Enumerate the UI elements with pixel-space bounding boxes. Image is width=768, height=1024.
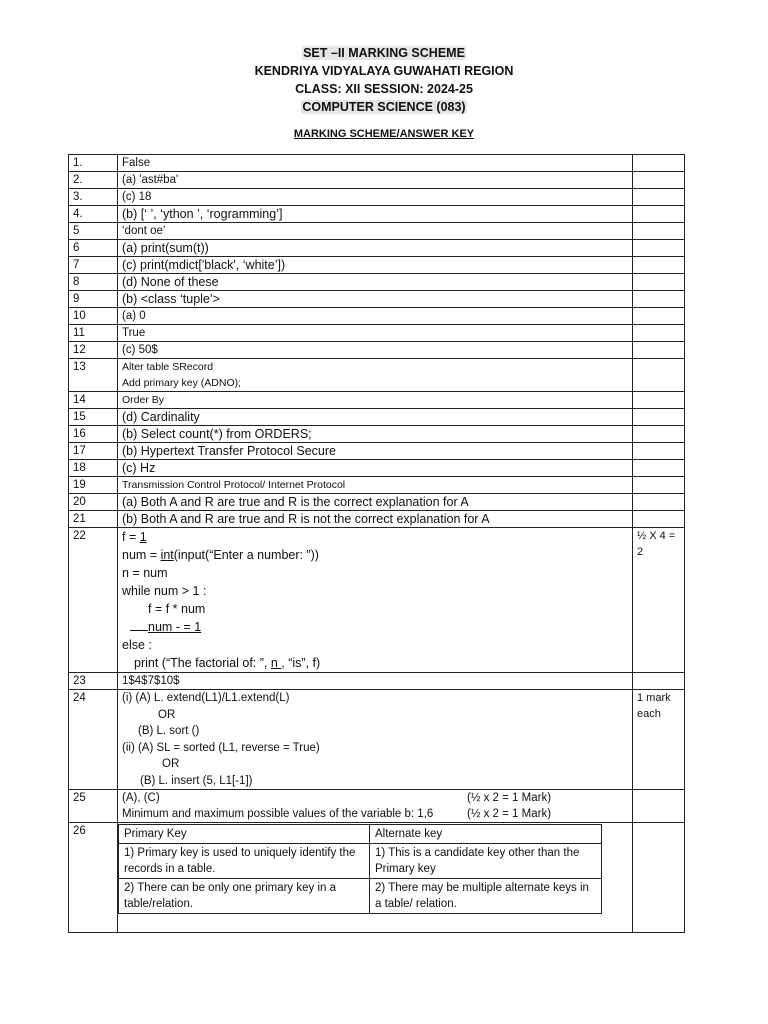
question-number: 17 bbox=[69, 443, 118, 460]
header-region: KENDRIYA VIDYALAYA GUWAHATI REGION bbox=[254, 64, 514, 78]
question-number: 14 bbox=[69, 392, 118, 409]
table-row bbox=[69, 308, 685, 325]
table-row bbox=[69, 291, 685, 308]
table-row bbox=[69, 443, 685, 460]
answer-cell: (b) Select count(*) from ORDERS; bbox=[118, 426, 633, 443]
answer-cell: Transmission Control Protocol/ Internet Protocol bbox=[118, 477, 633, 494]
answer-cell: (b) [‘ ’, ‘ython ’, ‘rogramming’] bbox=[118, 206, 633, 223]
marks-cell: 1 mark each bbox=[633, 690, 685, 790]
column-header-alternate: Alternate key bbox=[370, 825, 602, 844]
question-number: 1. bbox=[69, 155, 118, 172]
answer-cell: (A), (C) (½ x 2 = 1 Mark) Minimum and maximum possible values of the variable b: 1,6 (½ x 2 = 1 Mark) bbox=[118, 790, 633, 823]
table-row bbox=[69, 477, 685, 494]
primary-point-2: 2) There can be only one primary key in a table/relation. bbox=[119, 879, 370, 914]
marks-cell bbox=[633, 477, 685, 494]
column-header-primary: Primary Key bbox=[119, 825, 370, 844]
marks-cell bbox=[633, 790, 685, 823]
marks-cell bbox=[633, 257, 685, 274]
marks-cell bbox=[633, 155, 685, 172]
question-number: 9 bbox=[69, 291, 118, 308]
answer-cell: 1$4$7$10$ bbox=[118, 673, 633, 690]
answer-cell: (c) Hz bbox=[118, 460, 633, 477]
question-number: 6 bbox=[69, 240, 118, 257]
marks-cell bbox=[633, 206, 685, 223]
question-number: 10 bbox=[69, 308, 118, 325]
marks-cell bbox=[633, 240, 685, 257]
marks-cell bbox=[633, 189, 685, 206]
table-row bbox=[69, 155, 685, 172]
table-row bbox=[69, 392, 685, 409]
header-class-session: CLASS: XII SESSION: 2024-25 bbox=[295, 82, 473, 96]
answer-cell: False bbox=[118, 155, 633, 172]
answer-cell: (a) Both A and R are true and R is the correct explanation for A bbox=[118, 494, 633, 511]
marks-cell bbox=[633, 291, 685, 308]
question-number: 2. bbox=[69, 172, 118, 189]
question-number: 15 bbox=[69, 409, 118, 426]
question-number: 19 bbox=[69, 477, 118, 494]
marks-cell: ½ X 4 = 2 bbox=[633, 528, 685, 673]
question-number: 26 bbox=[69, 823, 118, 933]
table-row bbox=[69, 240, 685, 257]
question-number: 18 bbox=[69, 460, 118, 477]
table-row bbox=[69, 206, 685, 223]
table-row bbox=[69, 223, 685, 240]
table-row bbox=[69, 511, 685, 528]
table-row bbox=[69, 790, 685, 823]
marks-cell bbox=[633, 823, 685, 933]
answer-cell: (a) print(sum(t)) bbox=[118, 240, 633, 257]
question-number: 22 bbox=[69, 528, 118, 673]
marks-cell bbox=[633, 223, 685, 240]
marks-cell bbox=[633, 460, 685, 477]
header-subject: COMPUTER SCIENCE (083) bbox=[302, 100, 466, 114]
marks-cell bbox=[633, 673, 685, 690]
question-number: 4. bbox=[69, 206, 118, 223]
marks-cell bbox=[633, 494, 685, 511]
answer-cell: (c) 18 bbox=[118, 189, 633, 206]
question-number: 25 bbox=[69, 790, 118, 823]
question-number: 24 bbox=[69, 690, 118, 790]
alternate-point-2: 2) There may be multiple alternate keys in a table/ relation. bbox=[370, 879, 602, 914]
answer-cell: (a) 0 bbox=[118, 308, 633, 325]
marks-cell bbox=[633, 392, 685, 409]
answer-cell bbox=[118, 823, 633, 933]
answer-key-table bbox=[68, 154, 685, 933]
marks-cell bbox=[633, 172, 685, 189]
primary-point-1: 1) Primary key is used to uniquely identify the records in a table. bbox=[119, 844, 370, 879]
table-row bbox=[69, 274, 685, 291]
question-number: 5 bbox=[69, 223, 118, 240]
marks-cell bbox=[633, 511, 685, 528]
answer-cell: Order By bbox=[118, 392, 633, 409]
answer-cell: (d) Cardinality bbox=[118, 409, 633, 426]
marks-cell bbox=[633, 443, 685, 460]
document-header bbox=[0, 44, 768, 116]
answer-cell: (b) Both A and R are true and R is not the correct explanation for A bbox=[118, 511, 633, 528]
table-row bbox=[69, 426, 685, 443]
table-row bbox=[69, 359, 685, 392]
question-number: 8 bbox=[69, 274, 118, 291]
table-row bbox=[69, 257, 685, 274]
table-row bbox=[69, 528, 685, 673]
table-row bbox=[69, 189, 685, 206]
key-comparison-table bbox=[118, 824, 602, 914]
answer-cell: (i) (A) L. extend(L1)/L1.extend(L) OR (B) L. sort () (ii) (A) SL = sorted (L1, reverse = True) OR (B) L. insert (5, L1[-1]) bbox=[118, 690, 633, 790]
answer-cell: (c) print(mdict['black', ‘white’]) bbox=[118, 257, 633, 274]
table-row bbox=[69, 342, 685, 359]
question-number: 21 bbox=[69, 511, 118, 528]
alternate-point-1: 1) This is a candidate key other than the Primary key bbox=[370, 844, 602, 879]
table-row bbox=[69, 690, 685, 790]
question-number: 12 bbox=[69, 342, 118, 359]
answer-cell: ‘dont oe’ bbox=[118, 223, 633, 240]
answer-cell: (c) 50$ bbox=[118, 342, 633, 359]
answer-cell: (b) <class ‘tuple’> bbox=[118, 291, 633, 308]
question-number: 20 bbox=[69, 494, 118, 511]
marks-cell bbox=[633, 274, 685, 291]
marks-cell bbox=[633, 426, 685, 443]
table-row bbox=[69, 172, 685, 189]
table-row bbox=[69, 673, 685, 690]
marks-cell bbox=[633, 409, 685, 426]
question-number: 13 bbox=[69, 359, 118, 392]
answer-cell: True bbox=[118, 325, 633, 342]
answer-cell: (b) Hypertext Transfer Protocol Secure bbox=[118, 443, 633, 460]
marks-cell bbox=[633, 308, 685, 325]
marks-cell bbox=[633, 359, 685, 392]
table-row bbox=[69, 409, 685, 426]
answer-cell: f = 1 num = int(input(“Enter a number: ”)) n = num while num > 1 : f = f * num num - = 1 else : print (“The factorial of: ”, n , “is”, f) bbox=[118, 528, 633, 673]
table-row bbox=[69, 460, 685, 477]
answer-cell: (a) 'ast#ba' bbox=[118, 172, 633, 189]
question-number: 23 bbox=[69, 673, 118, 690]
question-number: 16 bbox=[69, 426, 118, 443]
marks-cell bbox=[633, 325, 685, 342]
question-number: 11 bbox=[69, 325, 118, 342]
table-row bbox=[69, 325, 685, 342]
page-subtitle: MARKING SCHEME/ANSWER KEY bbox=[293, 128, 475, 140]
table-row bbox=[69, 494, 685, 511]
table-row bbox=[69, 823, 685, 933]
header-title: SET –II MARKING SCHEME bbox=[303, 46, 465, 60]
answer-cell: (d) None of these bbox=[118, 274, 633, 291]
marks-cell bbox=[633, 342, 685, 359]
answer-cell: Alter table SRecord Add primary key (ADNO); bbox=[118, 359, 633, 392]
question-number: 7 bbox=[69, 257, 118, 274]
question-number: 3. bbox=[69, 189, 118, 206]
